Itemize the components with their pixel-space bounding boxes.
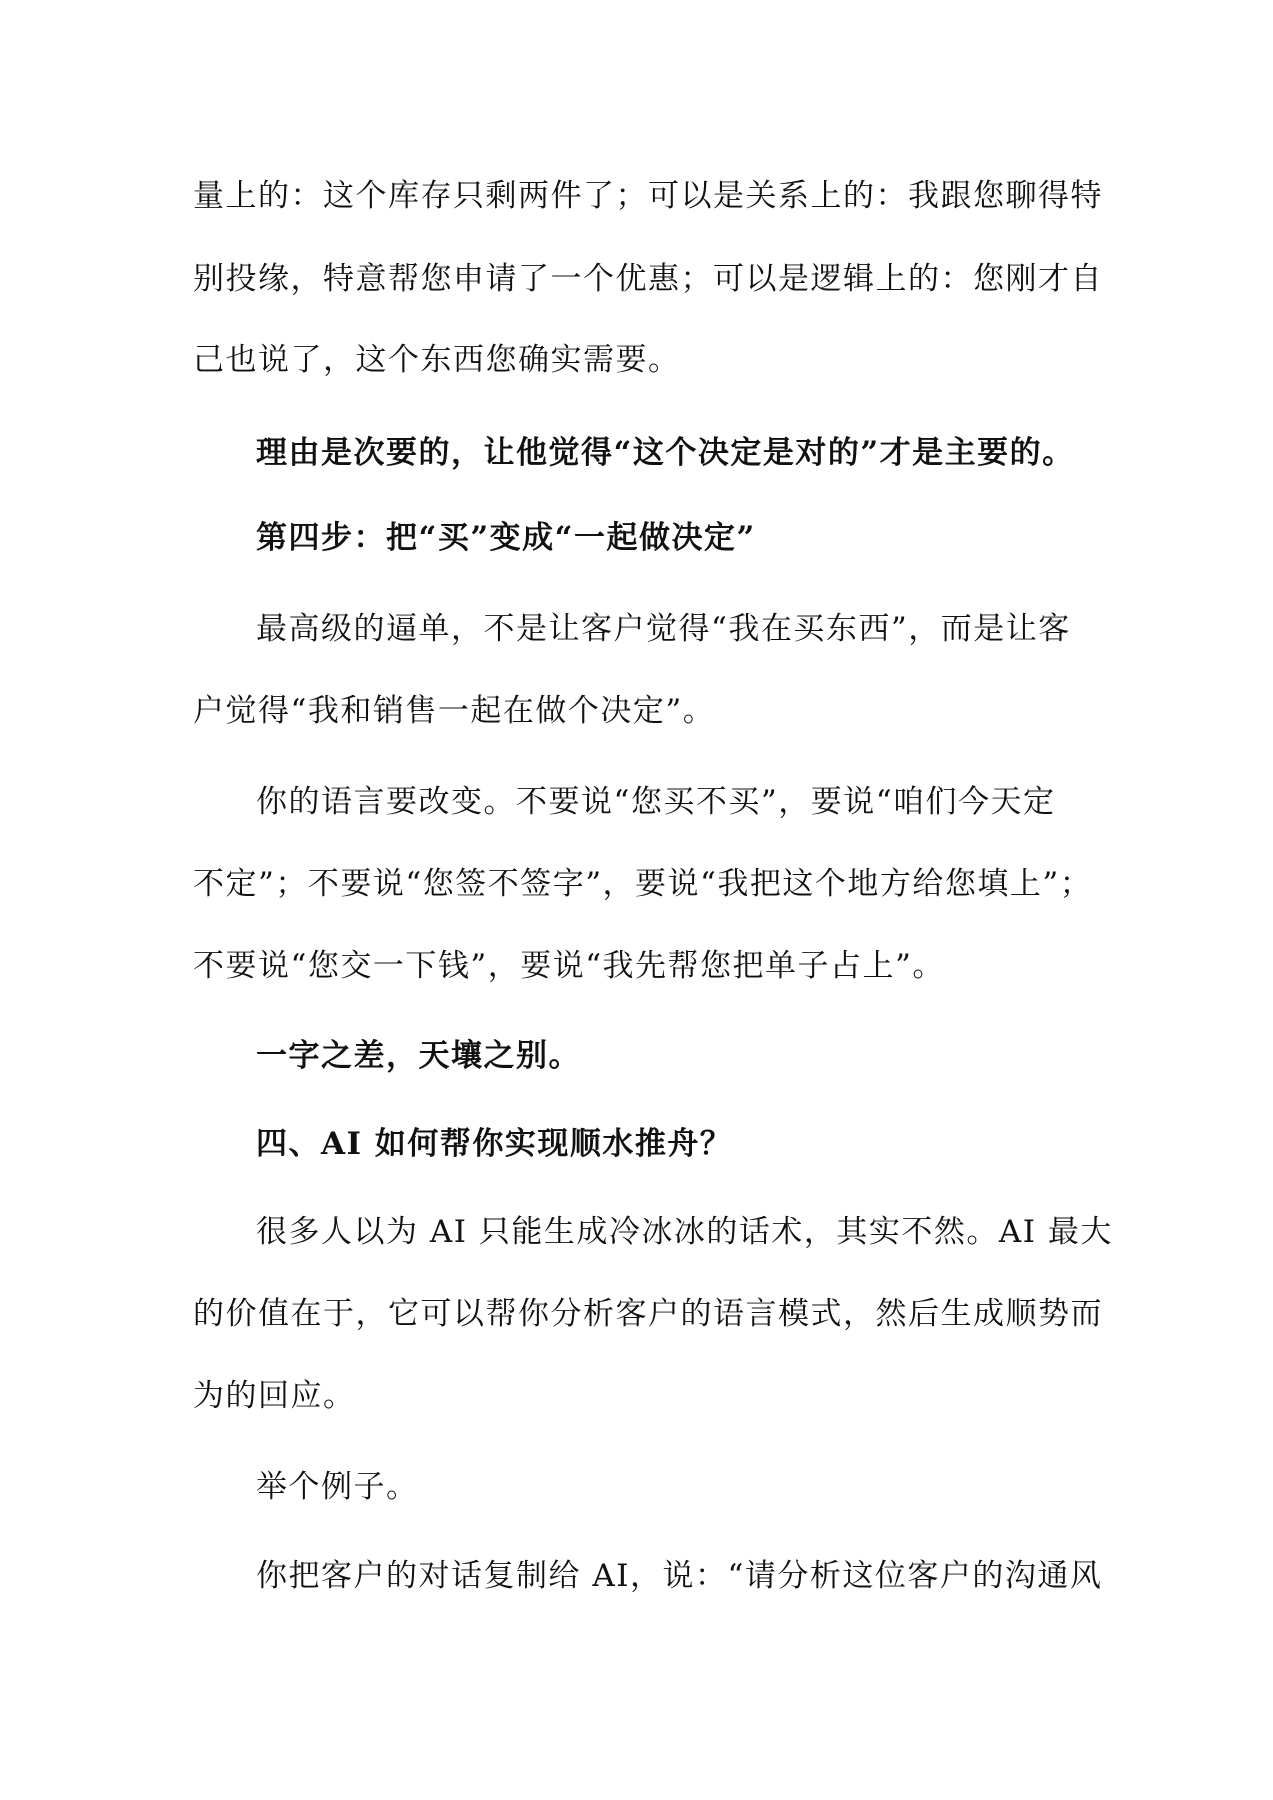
body-text-line: 别投缘，特意帮您申请了一个优惠；可以是逻辑上的：您刚才自 (193, 261, 1103, 297)
body-text-line: 不定”；不要说“您签不签字”，要说“我把这个地方给您填上”； (193, 866, 1093, 902)
body-text-line: 为的回应。 (193, 1378, 356, 1414)
body-text-line: 的价值在于，它可以帮你分析客户的语言模式，然后生成顺势而 (193, 1296, 1103, 1332)
section-heading-step-four: 第四步：把“买”变成“一起做决定” (256, 520, 756, 556)
body-text-line: 很多人以为 AI 只能生成冷冰冰的话术，其实不然。AI 最大 (256, 1214, 1113, 1250)
body-text-line: 不要说“您交一下钱”，要说“我先帮您把单子占上”。 (193, 948, 945, 984)
body-text-line: 户觉得“我和销售一起在做个决定”。 (193, 693, 716, 729)
emphasis-paragraph: 一字之差，天壤之别。 (256, 1038, 581, 1074)
emphasis-paragraph: 理由是次要的，让他觉得“这个决定是对的”才是主要的。 (256, 435, 1075, 471)
body-text-line: 己也说了，这个东西您确实需要。 (193, 342, 681, 378)
body-text-line: 最高级的逼单，不是让客户觉得“我在买东西”，而是让客 (256, 611, 1071, 647)
body-text-line: 量上的：这个库存只剩两件了；可以是关系上的：我跟您聊得特 (193, 178, 1103, 214)
body-text-line: 举个例子。 (256, 1469, 419, 1505)
body-text-line: 你的语言要改变。不要说“您买不买”，要说“咱们今天定 (256, 784, 1056, 820)
section-heading-four: 四、AI 如何帮你实现顺水推舟？ (256, 1126, 733, 1162)
body-text-line: 你把客户的对话复制给 AI，说：“请分析这位客户的沟通风 (256, 1558, 1103, 1594)
